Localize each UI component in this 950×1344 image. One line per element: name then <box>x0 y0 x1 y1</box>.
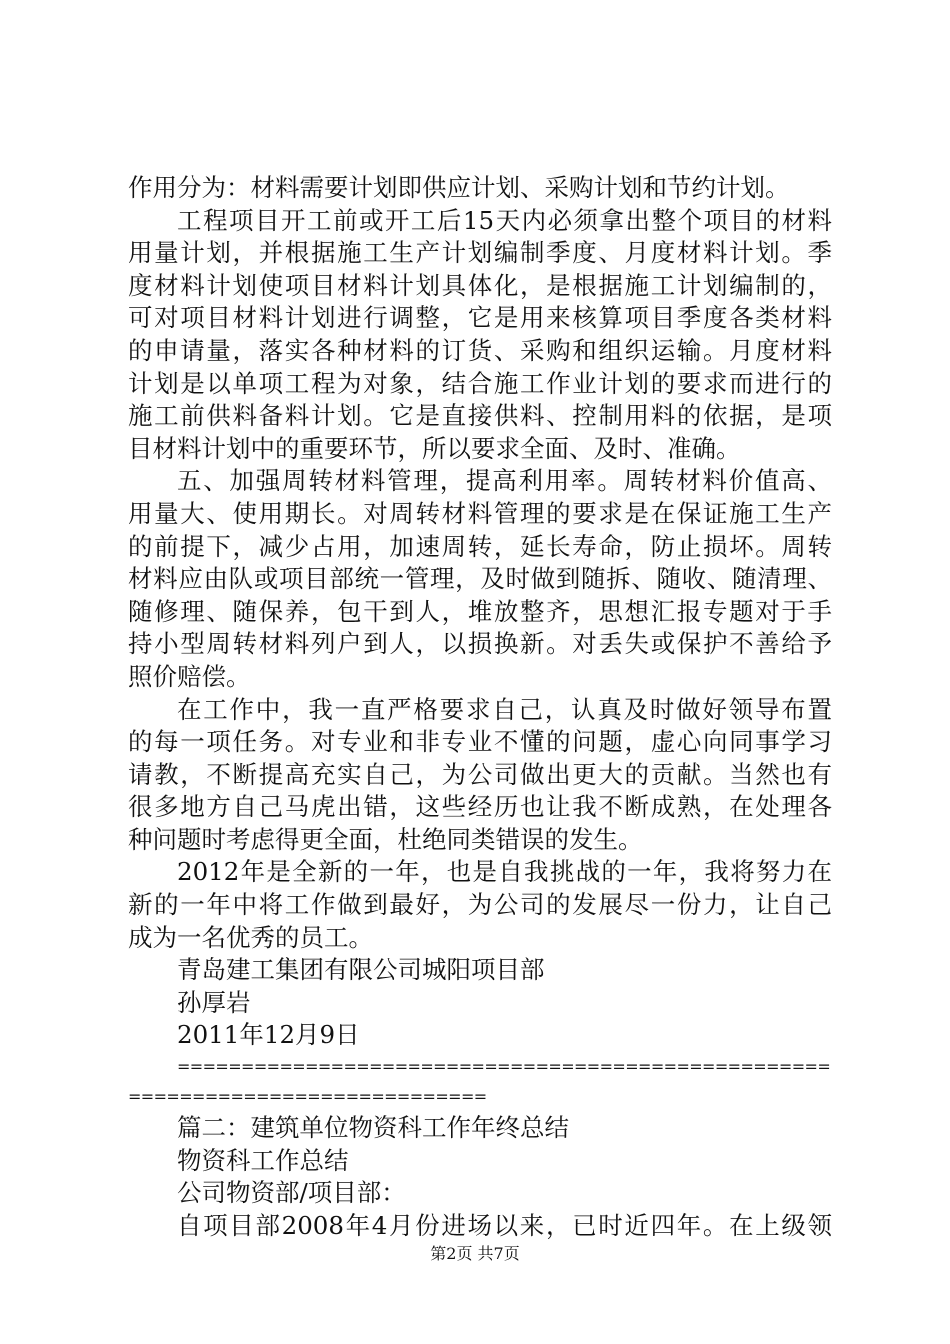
body-line: 持小型周转材料列户到人，以损换新。对丢失或保护不善给予 <box>128 629 832 659</box>
body-line: 材料应由队或项目部统一管理，及时做到随拆、随收、随清理、 <box>128 564 832 594</box>
body-line: 照价赔偿。 <box>128 661 251 691</box>
body-line: 计划是以单项工程为对象，结合施工作业计划的要求而进行的 <box>128 368 832 398</box>
body-line: 度材料计划使项目材料计划具体化，是根据施工计划编制的， <box>128 270 832 300</box>
separator-line: =================================================== <box>177 1057 831 1077</box>
body-line: 用量计划，并根据施工生产计划编制季度、月度材料计划。季 <box>128 238 832 268</box>
body-line: 青岛建工集团有限公司城阳项目部 <box>177 955 545 985</box>
body-line: 在工作中，我一直严格要求自己，认真及时做好领导布置 <box>177 694 832 724</box>
body-line: 2012年是全新的一年，也是自我挑战的一年，我将努力在 <box>177 857 832 887</box>
recipient-line: 公司物资部/项目部： <box>177 1178 406 1208</box>
page-number: 第2页 共7页 <box>430 1244 520 1263</box>
body-line: 自项目部2008年4月份进场以来，已时近四年。在上级领 <box>177 1210 832 1240</box>
body-line: 施工前供料备料计划。它是直接供料、控制用料的依据，是项 <box>128 401 832 431</box>
body-line: 请教，不断提高充实自己，为公司做出更大的贡献。当然也有 <box>128 759 832 789</box>
body-line: 很多地方自己马虎出错，这些经历也让我不断成熟，在处理各 <box>128 792 832 822</box>
document-body <box>128 172 832 1242</box>
body-line: 可对项目材料计划进行调整，它是用来核算项目季度各类材料 <box>128 303 832 333</box>
body-line: 种问题时考虑得更全面，杜绝同类错误的发生。 <box>128 824 643 854</box>
body-line: 成为一名优秀的员工。 <box>128 922 373 952</box>
body-line: 的申请量，落实各种材料的订货、采购和组织运输。月度材料 <box>128 335 832 365</box>
body-line: 新的一年中将工作做到最好，为公司的发展尽一份力，让自己 <box>128 890 832 920</box>
body-line: 工程项目开工前或开工后15天内必须拿出整个项目的材料 <box>177 205 832 235</box>
body-line: 作用分为：材料需要计划即供应计划、采购计划和节约计划。 <box>128 173 790 202</box>
body-line: 五、加强周转材料管理，提高利用率。周转材料价值高、 <box>177 466 832 496</box>
body-line: 随修理、随保养，包干到人，堆放整齐，思想汇报专题对于手 <box>128 596 832 626</box>
body-line: 的每一项任务。对专业和非专业不懂的问题，虚心向同事学习 <box>128 727 832 757</box>
body-line: 2011年12月9日 <box>177 1020 360 1050</box>
section-subtitle: 物资科工作总结 <box>177 1145 349 1175</box>
body-line: 的前提下，减少占用，加速周转，延长寿命，防止损坏。周转 <box>128 531 832 561</box>
paragraph-block <box>128 172 832 1052</box>
separator-line: ============================ <box>128 1087 487 1107</box>
body-line: 孙厚岩 <box>177 987 251 1017</box>
body-line: 目材料计划中的重要环节，所以要求全面、及时、准确。 <box>128 433 741 463</box>
section-heading: 篇二：建筑单位物资科工作年终总结 <box>177 1113 569 1143</box>
body-line: 用量大、使用期长。对周转材料管理的要求是在保证施工生产 <box>128 498 832 528</box>
